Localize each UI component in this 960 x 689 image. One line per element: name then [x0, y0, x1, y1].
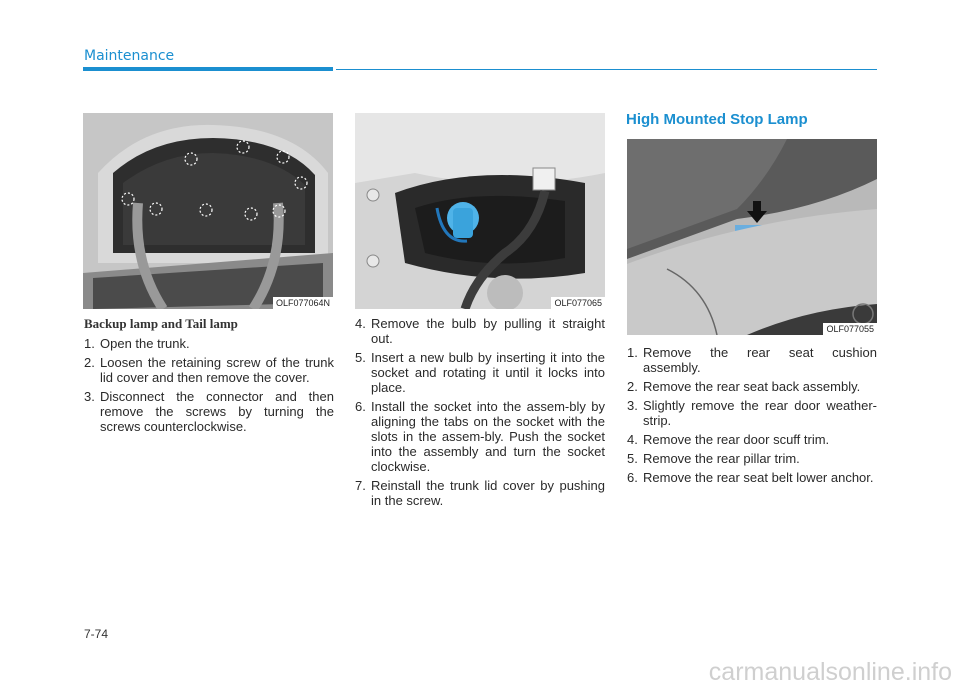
- backup-lamp-subheading: Backup lamp and Tail lamp: [84, 316, 238, 331]
- step-item: 3. Disconnect the connector and then remove the screws by turning the screws counterclockwise.: [84, 389, 334, 434]
- step-item: 4. Remove the bulb by pulling it straight out.: [355, 316, 605, 346]
- trunk-lid-photo: [83, 113, 333, 309]
- section-title: Maintenance: [84, 48, 175, 64]
- high-mounted-stop-lamp-heading: High Mounted Stop Lamp: [626, 111, 808, 128]
- figure-code: OLF077065: [551, 297, 605, 309]
- watermark: carmanualsonline.info: [708, 658, 952, 686]
- bulb-replacement-steps: [355, 316, 605, 512]
- step-item: 2. Loosen the retaining screw of the trunk lid cover and then remove the cover.: [84, 355, 334, 385]
- rear-window-figure: [627, 139, 877, 335]
- step-item: 6. Install the socket into the assem-bly by aligning the tabs on the socket with the slots in the assem-bly. Push the socket into the assembly and turn the socket clockwise.: [355, 399, 605, 474]
- bulb-socket-figure: [355, 113, 605, 309]
- header-rule-thick: [83, 67, 333, 71]
- rear-window-photo: [627, 139, 877, 335]
- step-item: 5. Remove the rear pillar trim.: [627, 451, 800, 466]
- bulb-socket-photo: [355, 113, 605, 309]
- step-item: 3. Slightly remove the rear door weather-strip.: [627, 398, 877, 428]
- figure-code: OLF077064N: [273, 297, 333, 309]
- step-item: 7. Reinstall the trunk lid cover by pushing in the screw.: [355, 478, 605, 508]
- trunk-lid-figure: [83, 113, 333, 309]
- stop-lamp-steps: [627, 345, 877, 489]
- step-item: 2. Remove the rear seat back assembly.: [627, 379, 861, 394]
- backup-lamp-steps: [84, 336, 334, 438]
- header-rule-thin: [336, 69, 877, 70]
- step-item: 1. Remove the rear seat cushion assembly.: [627, 345, 877, 375]
- step-item: 1. Open the trunk.: [84, 336, 190, 351]
- step-item: 6. Remove the rear seat belt lower anchor.: [627, 470, 874, 485]
- step-item: 4. Remove the rear door scuff trim.: [627, 432, 830, 447]
- step-item: 5. Insert a new bulb by inserting it into the socket and rotating it until it locks into place.: [355, 350, 605, 395]
- figure-code: OLF077055: [823, 323, 877, 335]
- page-number: 7-74: [84, 627, 109, 641]
